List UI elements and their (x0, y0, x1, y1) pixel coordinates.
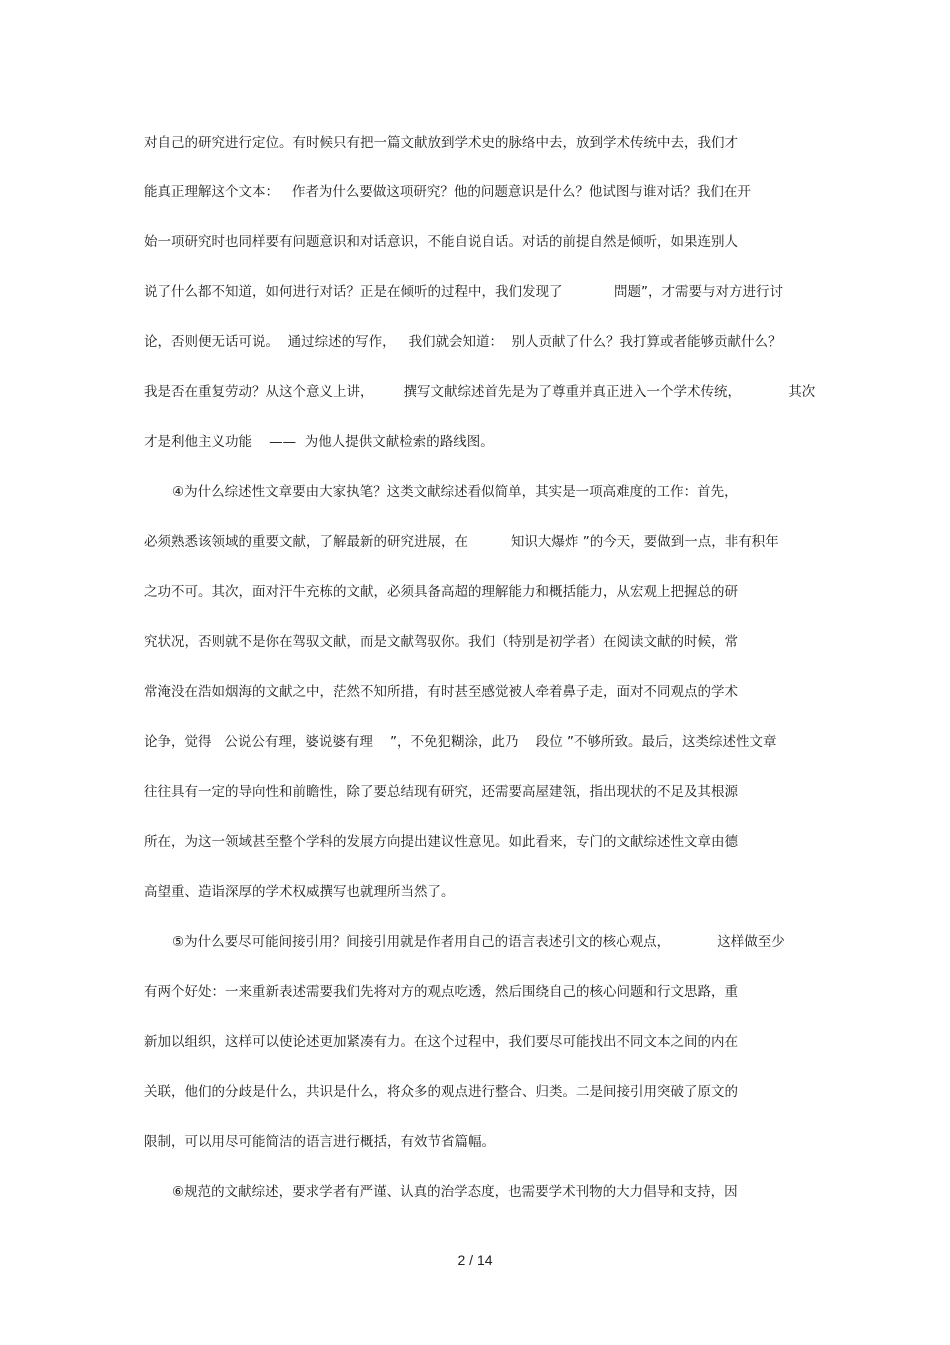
paragraph-4-first-line: ④为什么综述性文章要由大家执笔？这类文献综述看似简单，其实是一项高难度的工作：首先， (172, 484, 738, 500)
text-line: 新加以组织，这样可以使论述更加紧凑有力。在这个过程中，我们要尽可能找出不同文本之间的内在 (144, 1034, 738, 1050)
text-line: 常淹没在浩如烟海的文献之中，茫然不知所措，有时甚至感觉被人牵着鼻子走，面对不同观点的学术 (144, 684, 738, 700)
text-line: 限制，可以用尽可能简洁的语言进行概括，有效节省篇幅。 (144, 1134, 495, 1150)
text-line: 究状况，否则就不是你在驾驭文献，而是文献驾驭你。我们（特别是初学者）在阅读文献的时候，常 (144, 634, 738, 650)
text-line: 论争，觉得 公说公有理，婆说婆有理 ”，不免犯糊涂，此乃 段位 ”不够所致。最后，这类综述性文章 (144, 734, 777, 750)
text-line: 之功不可。其次，面对汗牛充栋的文献，必须具备高超的理解能力和概括能力，从宏观上把握总的研 (144, 584, 738, 600)
text-line: 关联，他们的分歧是什么，共识是什么，将众多的观点进行整合、归类。二是间接引用突破了原文的 (144, 1084, 738, 1100)
text-line: 说了什么都不知道，如何进行对话？正是在倾听的过程中，我们发现了 問题”，才需要与对方进行讨 (144, 284, 783, 300)
text-line: 对自己的研究进行定位。有时候只有把一篇文献放到学术史的脉络中去，放到学术传统中去，我们才 (144, 135, 738, 151)
text-line: 高望重、造诣深厚的学术权威撰写也就理所当然了。 (144, 884, 455, 900)
page-number: 2 / 14 (457, 1252, 493, 1268)
text-line: 我是否在重复劳动？从这个意义上讲， 撰写文献综述首先是为了尊重并真正进入一个学术传统， 其次 (144, 384, 816, 400)
text-line: 论，否则便无话可说。 通过综述的写作， 我们就会知道： 别人贡献了什么？我打算或者能够贡献什么？ (144, 334, 782, 350)
text-line: 能真正理解这个文本： 作者为什么要做这项研究？他的问题意识是什么？他试图与谁对话？我们在开 (144, 184, 751, 200)
paragraph-6-first-line: ⑥规范的文献综述，要求学者有严谨、认真的治学态度，也需要学术刊物的大力倡导和支持，因 (172, 1184, 738, 1200)
text-line: 必须熟悉该领域的重要文献，了解最新的研究进展，在 知识大爆炸 ”的今天，要做到一点，非有积年 (144, 534, 779, 550)
text-line: 往往具有一定的导向性和前瞻性，除了要总结现有研究，还需要高屋建瓴，指出现状的不足及其根源 (144, 784, 738, 800)
text-line: 有两个好处：一来重新表述需要我们先将对方的观点吃透，然后围绕自己的核心问题和行文思路，重 (144, 984, 738, 1000)
text-line: 才是利他主义功能 —— 为他人提供文献检索的路线图。 (144, 434, 494, 450)
text-line: 所在，为这一领域甚至整个学科的发展方向提出建议性意见。如此看来，专门的文献综述性文章由德 (144, 834, 738, 850)
text-line: 始一项研究时也同样要有问题意识和对话意识，不能自说自话。对话的前提自然是倾听，如果连别人 (144, 234, 738, 250)
paragraph-5-first-line: ⑤为什么要尽可能间接引用？间接引用就是作者用自己的语言表述引文的核心观点， 这样做至少 (172, 934, 785, 950)
